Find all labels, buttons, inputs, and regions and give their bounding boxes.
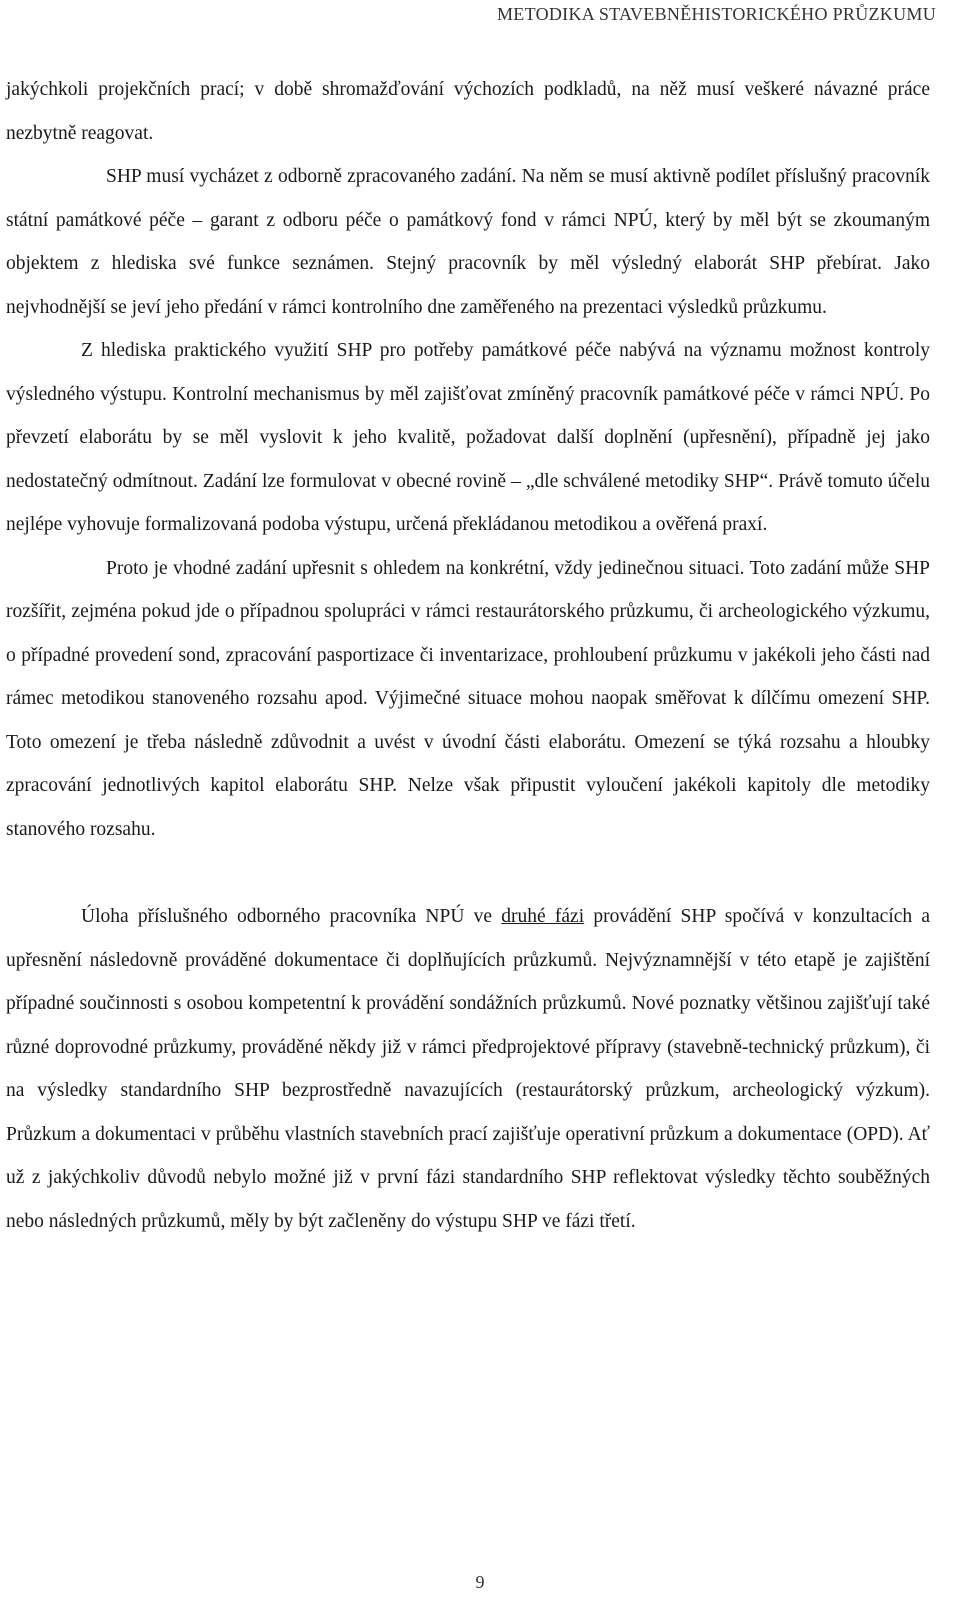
paragraph-control: Z hlediska praktického využití SHP pro potřeby památkové péče nabývá na významu možnost kontroly výsledného výstupu. Kontrolní mechanismus by měl zajišťovat zmíněný pracovník památkové péče v rámci NPÚ. Po převzetí elaborátu by se měl vyslovit k jeho kvalitě, požadovat další doplnění (upřesnění), případně jej jako nedostatečný odmítnout. Zadání lze formulovat v obecné rovině – „dle schválené metodiky SHP“. Právě tomuto účelu nejlépe vyhovuje formalizovaná podoba výstupu, určená překládanou metodikou a ověřená praxí.: [6, 340, 930, 535]
paragraph-continuation: jakýchkoli projekčních prací; v době shromažďování výchozích podkladů, na něž musí veškeré návazné práce nezbytně reagovat.: [6, 79, 930, 144]
page-number: 9: [475, 1572, 485, 1592]
paragraph-assignment: SHP musí vycházet z odborně zpracovaného zadání. Na něm se musí aktivně podílet příslušný pracovník státní památkové péče – garant z odboru péče o památkový fond v rámci NPÚ, který by měl být se zkoumaným objektem z hlediska své funkce seznámen. Stejný pracovník by měl výsledný elaborát SHP přebírat. Jako nejvhodnější se jeví jeho předání v rámci kontrolního dne zaměřeného na prezentaci výsledků průzkumu.: [6, 166, 930, 318]
body-text: [6, 68, 930, 1243]
paragraph-second-phase-start: Úloha příslušného odborného pracovníka NPÚ ve: [81, 906, 502, 927]
running-header: METODIKA STAVEBNĚHISTORICKÉHO PRŮZKUMU: [497, 4, 936, 24]
paragraph-second-phase-rest: provádění SHP spočívá v konzultacích a upřesnění následovně prováděné dokumentace či doplňujících průzkumů. Nejvýznamnější v této etapě je zajištění případné součinnosti s osobou kompetentní k provádění sondážních průzkumů. Nové poznatky většinou zajišťují také různé doprovodné průzkumy, prováděné někdy již v rámci předprojektové přípravy (stavebně-technický průzkum), či na výsledky standardního SHP bezprostředně navazujících (restaurátorský průzkum, archeologický výzkum). Průzkum a dokumentaci v průběhu vlastních stavebních prací zajišťuje operativní průzkum a dokumentace (OPD). Ať už z jakýchkoliv důvodů nebylo možné již v první fázi standardního SHP reflektovat výsledky těchto souběžných nebo následných průzkumů, měly by být začleněny do výstupu SHP ve fázi třetí.: [6, 906, 931, 1232]
paragraph-second-phase: [6, 895, 930, 1243]
paragraph-specification: Proto je vhodné zadání upřesnit s ohledem na konkrétní, vždy jedinečnou situaci. Toto zadání může SHP rozšířit, zejména pokud jde o případnou spolupráci v rámci restaurátorského průzkumu, či archeologického výzkumu, o případné provedení sond, zpracování pasportizace či inventarizace, prohloubení průzkumu v jakékoli jeho části nad rámec metodikou stanoveného rozsahu apod. Výjimečné situace mohou naopak směřovat k dílčímu omezení SHP. Toto omezení je třeba následně zdůvodnit a uvést v úvodní části elaborátu. Omezení se týká rozsahu a hloubky zpracování jednotlivých kapitol elaborátu SHP. Nelze však připustit vyloučení jakékoli kapitoly dle metodiky stanového rozsahu.: [6, 557, 930, 840]
underlined-term: druhé fázi: [501, 906, 585, 927]
